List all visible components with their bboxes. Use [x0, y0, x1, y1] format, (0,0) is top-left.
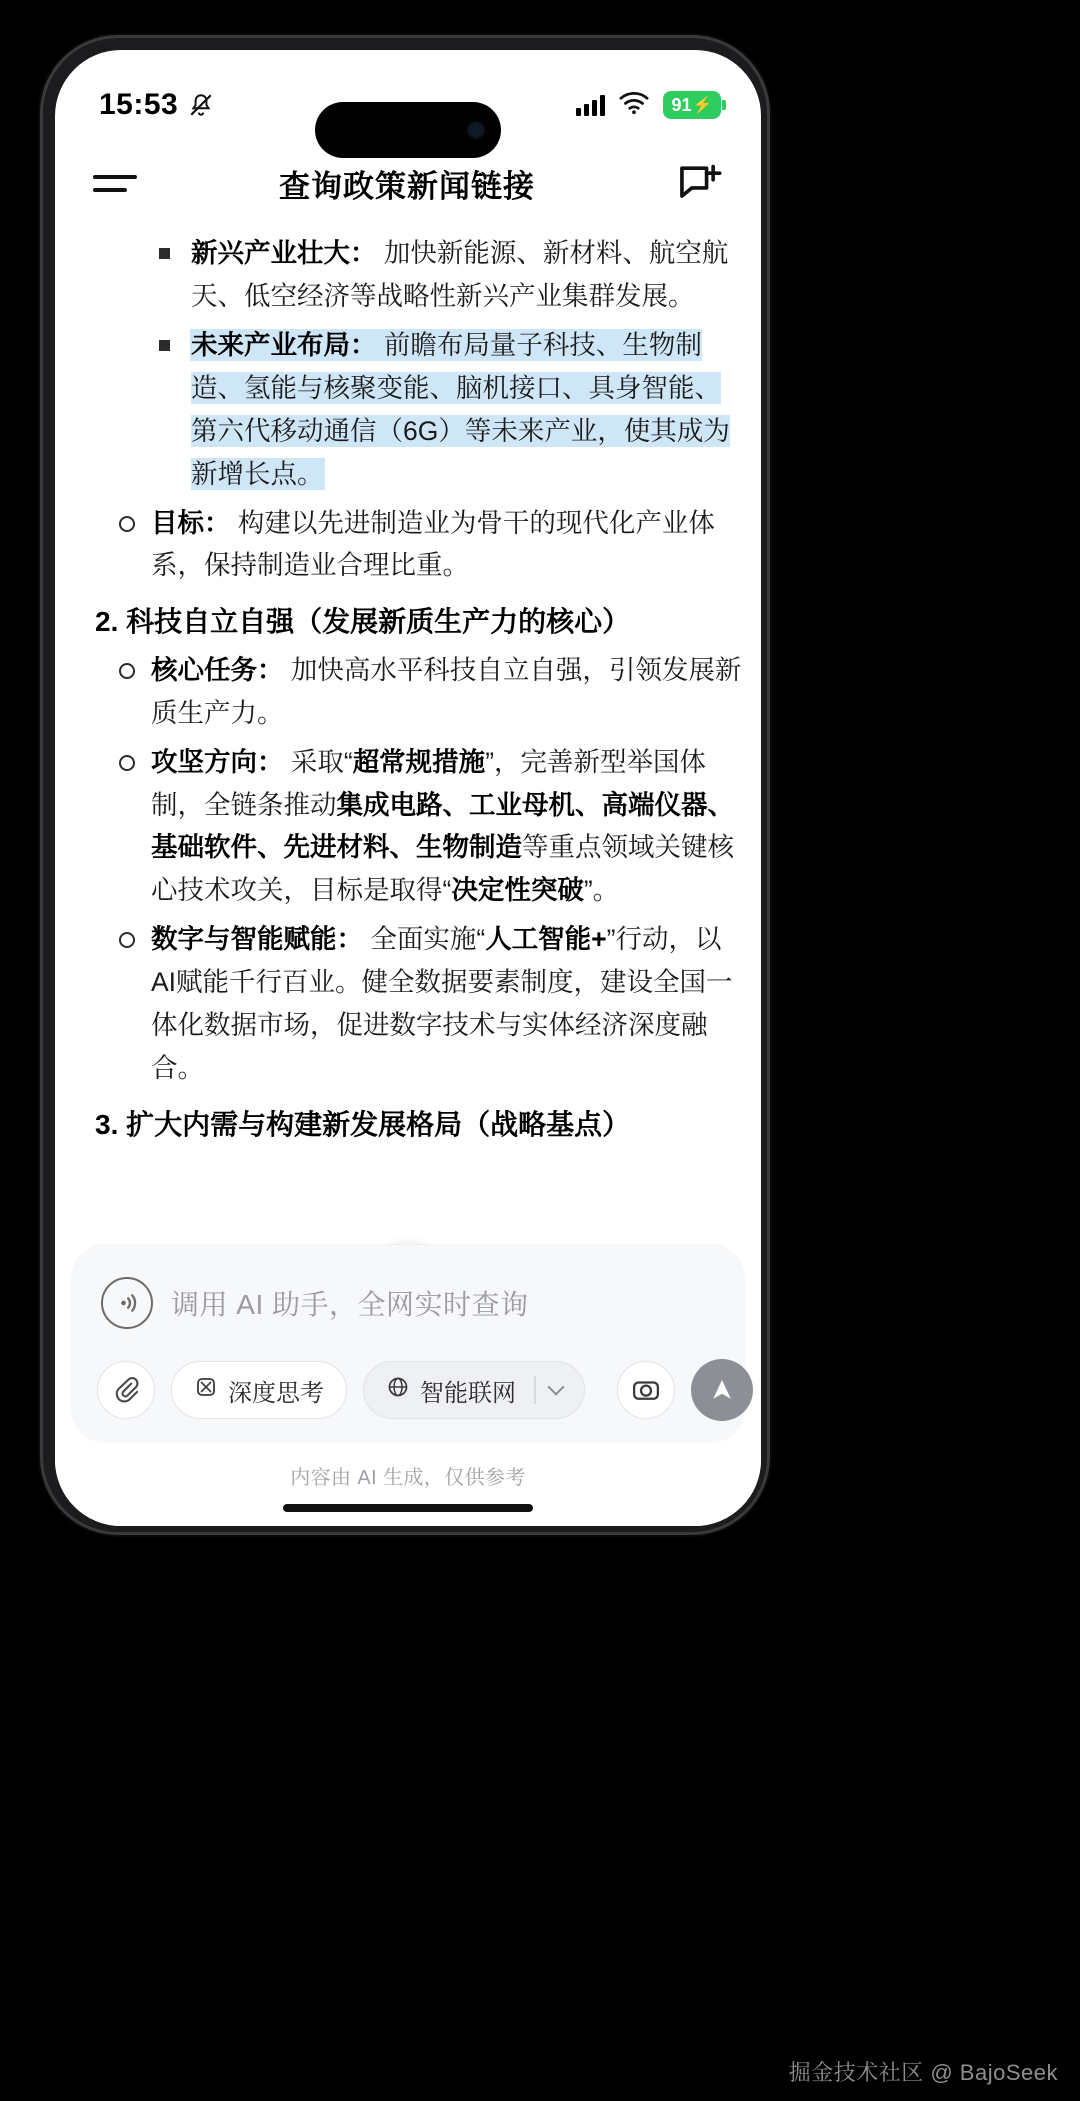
list-item-bold: 数字与智能赋能： — [151, 924, 363, 955]
deep-think-button[interactable] — [171, 1361, 347, 1419]
dynamic-island — [315, 102, 501, 158]
article-content[interactable] — [55, 224, 761, 1322]
list-item — [115, 741, 743, 913]
list-item-text: 加快新能源、新材料、航空航天、低空经济等战略性新兴产业集群发展。 — [191, 238, 729, 311]
new-chat-icon[interactable] — [677, 163, 723, 203]
status-bar-right — [576, 91, 721, 120]
status-bar-left — [99, 88, 214, 122]
voice-wave-icon[interactable] — [101, 1277, 153, 1329]
divider — [534, 1376, 536, 1404]
list-item-bold: 未来产业布局： — [191, 329, 377, 360]
status-bar — [55, 50, 761, 142]
home-indicator[interactable] — [283, 1504, 533, 1512]
dock-toolbar — [97, 1359, 719, 1421]
wifi-icon — [619, 91, 649, 120]
list-item — [155, 232, 743, 318]
list-item — [115, 649, 743, 735]
page-title: 查询政策新闻链接 — [279, 168, 535, 204]
input-dock — [71, 1245, 745, 1443]
list-item-text: 前瞻布局量子科技、生物制造、氢能与核聚变能、脑机接口、具身智能、第六代移动通信（6G）等未来产业，使其成为新增长点。 — [191, 329, 730, 489]
hamburger-menu-icon[interactable] — [93, 168, 137, 198]
deep-think-label: 深度思考 — [228, 1379, 324, 1407]
globe-icon — [386, 1375, 410, 1406]
chevron-down-icon[interactable] — [547, 1379, 564, 1396]
section-heading-2: 2. 科技自立自强（发展新质生产力的核心） — [95, 606, 631, 638]
list-item — [115, 502, 743, 588]
list-item — [115, 918, 743, 1090]
ai-disclaimer: 内容由 AI 生成，仅供参考 — [290, 1467, 526, 1489]
search-input-placeholder[interactable]: 调用 AI 助手，全网实时查询 — [171, 1289, 529, 1320]
watermark: 掘金技术社区 @ BajoSeek — [788, 2060, 1058, 2085]
cellular-signal-icon — [576, 94, 605, 116]
list-item-bold: 新兴产业壮大： — [191, 238, 377, 268]
list-item-bold: 攻坚方向： — [151, 746, 284, 777]
list-item-rich-text: 全面实施“人工智能+”行动，以AI赋能千行百业。健全数据要素制度，建设全国一体化数据市场，促进数字技术与实体经济深度融合。 — [151, 924, 733, 1084]
battery-charging-icon: ⚡ — [692, 97, 713, 114]
bullet-list-level1 — [77, 232, 743, 496]
list-item-text: 构建以先进制造业为骨干的现代化产业体系，保持制造业合理比重。 — [151, 507, 715, 581]
send-arrow-icon[interactable] — [691, 1359, 753, 1421]
smart-web-button[interactable] — [363, 1361, 585, 1419]
status-clock: 15:53 — [99, 88, 179, 121]
list-item-bold: 目标： — [151, 507, 231, 538]
front-camera-icon — [467, 121, 485, 139]
phone-screen — [55, 50, 761, 1526]
list-item-rich-text: 采取“超常规措施”，完善新型举国体制，全链条推动集成电路、工业母机、高端仪器、基础软件、先进材料、生物制造等重点领域关键核心技术攻关，目标是取得“决定性突破”。 — [151, 746, 734, 906]
list-item-highlighted — [155, 324, 743, 496]
smart-web-label: 智能联网 — [420, 1379, 516, 1407]
paperclip-icon[interactable] — [97, 1361, 155, 1419]
battery-indicator — [663, 91, 721, 119]
input-row[interactable] — [97, 1271, 719, 1359]
list-item-text: 加快高水平科技自立自强，引领发展新质生产力。 — [151, 654, 742, 728]
input-dock-wrapper — [55, 1245, 761, 1526]
bullet-list-section2 — [77, 649, 743, 1090]
deep-think-icon — [194, 1375, 218, 1406]
highlighted-passage — [191, 330, 730, 489]
bullet-list-level2 — [77, 502, 743, 588]
list-item-bold: 核心任务： — [151, 654, 284, 685]
section-heading-3: 3. 扩大内需与构建新发展格局（战略基点） — [95, 1108, 631, 1140]
bell-slash-icon — [188, 92, 214, 118]
camera-icon[interactable] — [617, 1361, 675, 1419]
phone-frame — [40, 35, 770, 1535]
battery-level: 91 — [671, 94, 692, 115]
